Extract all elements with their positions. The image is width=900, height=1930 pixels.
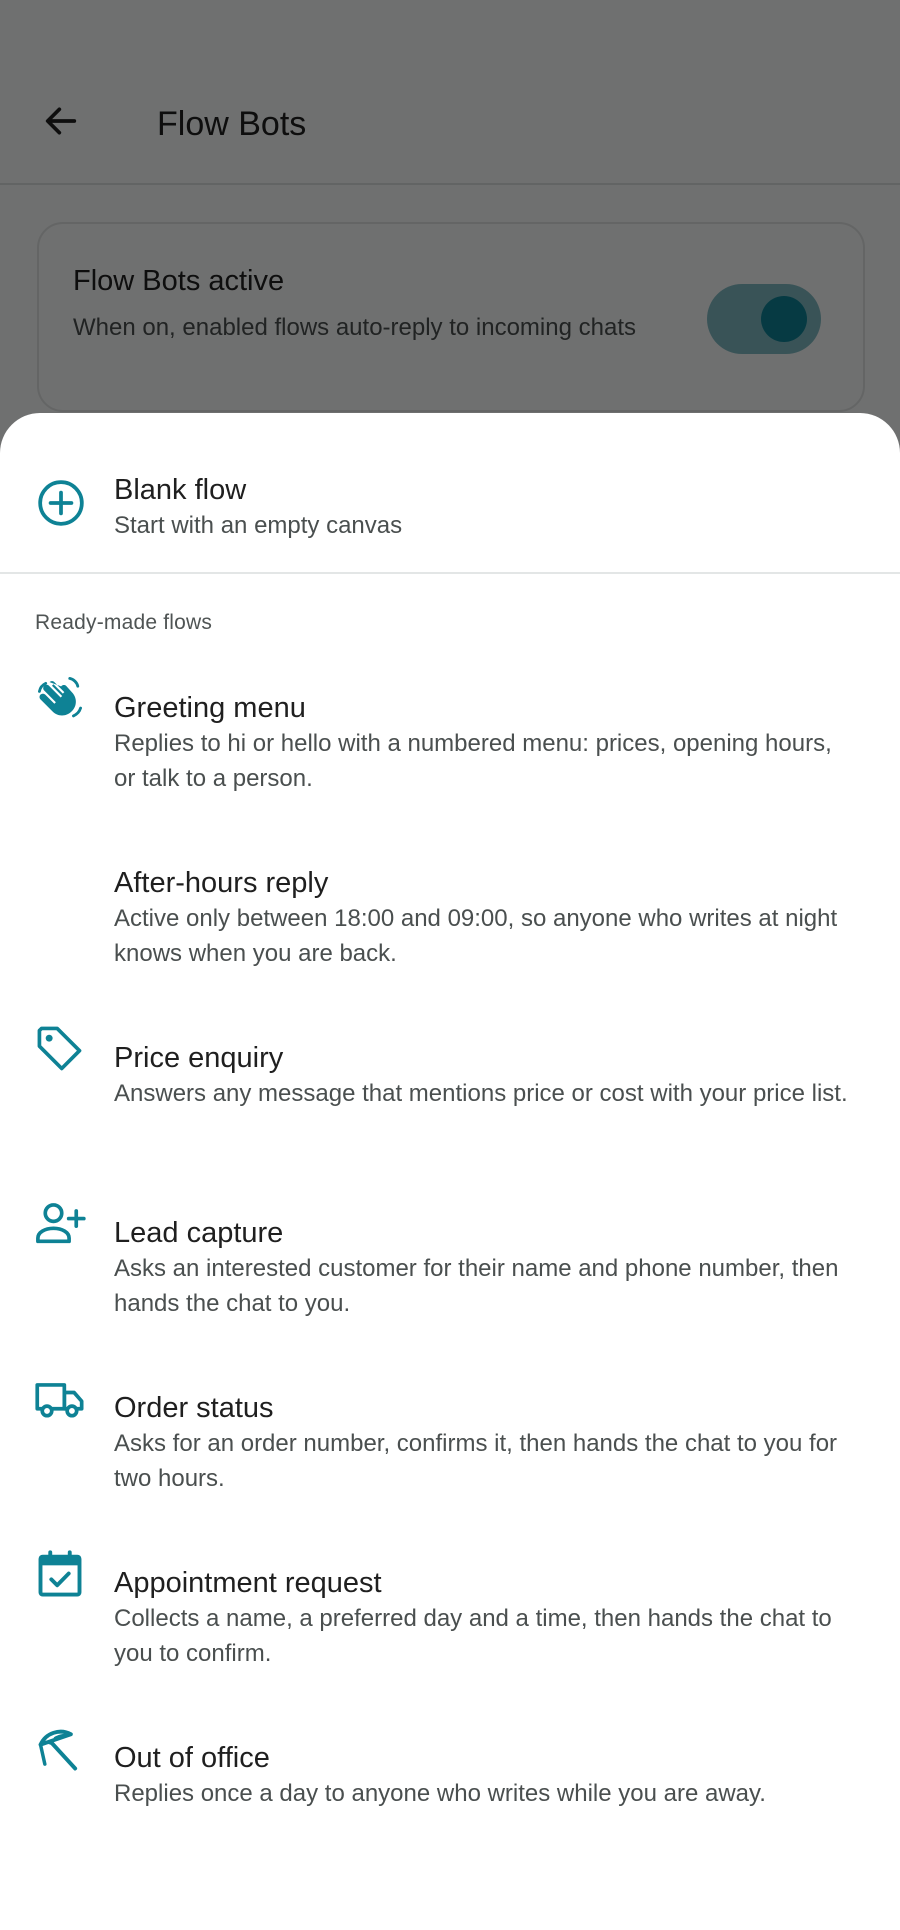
flow-title: Order status bbox=[114, 1392, 274, 1424]
flow-item-order-status[interactable] bbox=[0, 1373, 900, 1523]
flow-description: Asks an interested customer for their name and phone number, then hands the chat to you. bbox=[114, 1255, 839, 1317]
flow-title: Price enquiry bbox=[114, 1042, 284, 1074]
flow-title: Appointment request bbox=[114, 1567, 382, 1599]
blank-flow-subtitle: Start with an empty canvas bbox=[114, 512, 403, 539]
beach-umbrella-icon bbox=[34, 1723, 86, 1775]
blank-flow-option[interactable] bbox=[0, 413, 900, 572]
divider bbox=[0, 572, 900, 574]
person-add-icon bbox=[34, 1198, 86, 1250]
flow-item-price-enquiry[interactable] bbox=[0, 1023, 900, 1173]
flow-title: Greeting menu bbox=[114, 692, 306, 724]
moon-icon bbox=[34, 848, 86, 900]
waving-hand-icon bbox=[34, 673, 86, 725]
flow-title: Lead capture bbox=[114, 1217, 284, 1249]
flow-description: Asks for an order number, confirms it, then hands the chat to you for two hours. bbox=[114, 1430, 838, 1492]
plus-circle-icon bbox=[36, 478, 86, 528]
flow-description: Active only between 18:00 and 09:00, so anyone who writes at night knows when you are back. bbox=[114, 905, 838, 967]
section-label-ready-made: Ready-made flows bbox=[35, 611, 213, 634]
flow-item-out-of-office[interactable] bbox=[0, 1723, 900, 1873]
new-flow-bottom-sheet bbox=[0, 413, 900, 1930]
flow-item-after-hours-reply[interactable] bbox=[0, 848, 900, 998]
flow-item-greeting-menu[interactable] bbox=[0, 673, 900, 823]
truck-icon bbox=[34, 1373, 86, 1425]
flow-description: Collects a name, a preferred day and a time, then hands the chat to you to confirm. bbox=[114, 1605, 832, 1667]
flow-title: After-hours reply bbox=[114, 867, 329, 899]
flow-title: Out of office bbox=[114, 1742, 270, 1774]
flow-description: Answers any message that mentions price or cost with your price list. bbox=[114, 1080, 848, 1107]
calendar-check-icon bbox=[34, 1548, 86, 1600]
flow-description: Replies once a day to anyone who writes while you are away. bbox=[114, 1780, 766, 1807]
blank-flow-title: Blank flow bbox=[114, 474, 247, 506]
flow-item-appointment-request[interactable] bbox=[0, 1548, 900, 1698]
tag-icon bbox=[34, 1023, 86, 1075]
flow-item-lead-capture[interactable] bbox=[0, 1198, 900, 1348]
flow-description: Replies to hi or hello with a numbered menu: prices, opening hours, or talk to a person. bbox=[114, 730, 832, 792]
